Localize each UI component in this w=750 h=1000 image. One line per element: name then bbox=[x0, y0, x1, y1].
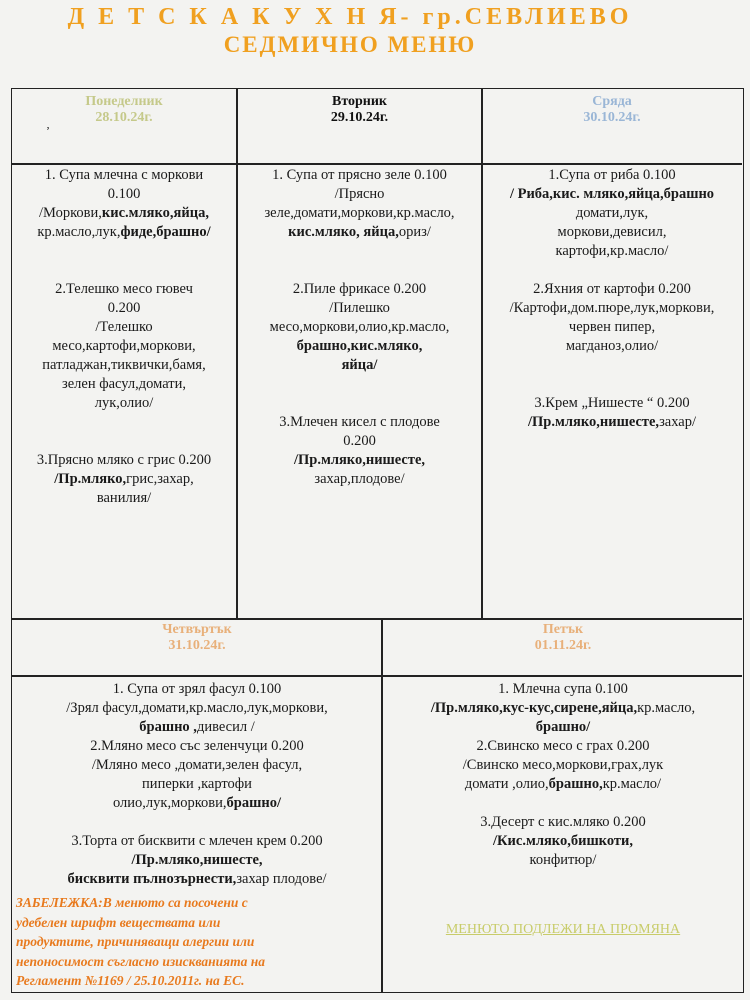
note-line: продуктите, причиняващи алергии или bbox=[16, 934, 255, 949]
ingredient-text: захар плодове/ bbox=[236, 871, 327, 887]
day-name: Вторник bbox=[331, 94, 387, 109]
dish-line bbox=[382, 832, 744, 851]
allergen-text: брашно/ bbox=[535, 719, 591, 735]
dish-line bbox=[237, 337, 482, 356]
dish-line: захар,плодове/ bbox=[314, 471, 405, 487]
day-date: 31.10.24г. bbox=[168, 638, 226, 653]
dish-line: месо,моркови,олио,кр.масло, bbox=[269, 319, 450, 335]
ingredient-text: захар/ bbox=[659, 414, 696, 430]
dish-line: пиперки ,картофи bbox=[142, 776, 252, 792]
dish-line: 3.Млечен кисел с плодове bbox=[279, 414, 440, 430]
dish-line: месо,картофи,моркови, bbox=[52, 338, 196, 354]
allergen-text: яйца/ bbox=[341, 357, 378, 373]
dish-line: 3.Крем „Нишесте “ 0.200 bbox=[534, 395, 690, 411]
ingredient-text: ориз/ bbox=[398, 224, 431, 240]
dish-line: 2.Свинско месо с грах 0.200 bbox=[476, 738, 650, 754]
dish-line: 0.200 bbox=[107, 300, 141, 316]
weekly-menu-title: СЕДМИЧНО МЕНЮ bbox=[223, 32, 477, 57]
dish-line bbox=[237, 223, 482, 242]
dish-line: /Картофи,дом.пюре,лук,моркови, bbox=[509, 300, 715, 316]
ingredient-text: олио,лук,моркови, bbox=[112, 795, 227, 811]
allergen-text: /Пр.мляко,нишесте, bbox=[131, 852, 263, 868]
allergen-text: брашно, bbox=[548, 776, 603, 792]
dish-line: домати,лук, bbox=[575, 205, 649, 221]
day-header-wednesday bbox=[482, 94, 742, 126]
day-date: 29.10.24г. bbox=[330, 110, 389, 125]
dish-line: конфитюр/ bbox=[529, 852, 597, 868]
dish-line: 2.Телешко месо гювеч bbox=[55, 281, 193, 297]
dish-line bbox=[12, 718, 382, 737]
dish-line: /Зрял фасул,домати,кр.масло,лук,моркови, bbox=[66, 700, 328, 716]
allergen-text: кис.мляко, яйца, bbox=[288, 224, 399, 240]
menu-cell-friday bbox=[382, 680, 744, 870]
ingredient-text: домати ,олио, bbox=[464, 776, 549, 792]
day-header-thursday bbox=[12, 622, 382, 654]
dish-line bbox=[12, 851, 382, 870]
dish-line bbox=[382, 718, 744, 737]
allergen-text: кис.мляко,яйца, bbox=[101, 205, 209, 221]
dish-line: ванилия/ bbox=[96, 490, 152, 506]
dish-line bbox=[382, 775, 744, 794]
dish-line: 1.Супа от риба 0.100 bbox=[548, 167, 676, 183]
note-line: ЗАБЕЛЕЖКА:В менюто са посочени с bbox=[16, 895, 248, 910]
dish-line: 3.Торта от бисквити с млечен крем 0.200 bbox=[71, 833, 323, 849]
row-divider-middle bbox=[12, 618, 742, 620]
allergen-text: /Пр.мляко,кус-кус,сирене,яйца, bbox=[430, 700, 638, 716]
dish-line bbox=[14, 223, 234, 242]
allergen-text: брашно , bbox=[139, 719, 197, 735]
day-date: 28.10.24г. bbox=[95, 110, 153, 125]
dish-line: зеле,домати,моркови,кр.масло, bbox=[264, 205, 455, 221]
dish-line: 0.100 bbox=[107, 186, 141, 202]
dish-line: 0.200 bbox=[343, 433, 376, 449]
day-header-monday bbox=[12, 94, 236, 126]
ingredient-text: грис,захар, bbox=[126, 471, 194, 487]
dish-line: 1. Супа от прясно зеле 0.100 bbox=[272, 167, 447, 183]
note-line: непоносимост съгласно изискванията на bbox=[16, 953, 266, 969]
ingredient-text: кр.масло, bbox=[637, 700, 696, 716]
day-name: Четвъртък bbox=[162, 622, 232, 637]
dish-line: патладжан,тиквички,бамя, bbox=[42, 357, 206, 373]
day-date: 01.11.24г. bbox=[534, 638, 592, 653]
dish-line: 2.Пиле фрикасе 0.200 bbox=[292, 281, 427, 297]
menu-cell-thursday bbox=[12, 680, 382, 889]
ingredient-text: /Моркови, bbox=[39, 205, 102, 221]
dish-line bbox=[14, 470, 234, 489]
allergen-text: /Пр.мляко, bbox=[54, 471, 127, 487]
menu-cell-monday bbox=[14, 166, 234, 508]
ingredient-text: кр.масло,лук, bbox=[37, 224, 121, 240]
day-header-tuesday bbox=[237, 94, 482, 126]
dish-line: /Прясно bbox=[334, 186, 385, 202]
dish-line: /Свинско месо,моркови,грах,лук bbox=[462, 757, 664, 773]
ingredient-text: кр.масло/ bbox=[602, 776, 662, 792]
allergen-text: брашно/ bbox=[226, 795, 281, 811]
dish-line: /Пилешко bbox=[329, 300, 390, 316]
dish-line: 1. Супа млечна с моркови bbox=[44, 167, 204, 183]
dish-line: 3.Десерт с кис.мляко 0.200 bbox=[480, 814, 646, 830]
dish-line bbox=[12, 870, 382, 889]
allergen-text: бисквити пълнозърнести, bbox=[67, 871, 237, 887]
dish-line: 1. Супа от зрял фасул 0.100 bbox=[112, 681, 282, 697]
note-line: удебелен шрифт веществата или bbox=[16, 914, 221, 930]
allergen-text: фиде,брашно/ bbox=[120, 224, 211, 240]
dish-line: картофи,кр.масло/ bbox=[555, 243, 669, 259]
menu-cell-tuesday bbox=[237, 166, 482, 489]
day-name: Петък bbox=[542, 622, 584, 637]
note-line: Регламент №1169 / 25.10.2011г. на ЕС. bbox=[16, 973, 245, 988]
dish-line bbox=[382, 699, 744, 718]
allergen-text: / Риба,кис. мляко,яйца,брашно bbox=[509, 186, 715, 202]
day-date: 30.10.24г. bbox=[583, 110, 641, 125]
allergen-text: /Кис.мляко,бишкоти, bbox=[492, 833, 634, 849]
row-divider-bottom bbox=[12, 675, 742, 677]
dish-line bbox=[482, 185, 742, 204]
ingredient-text: дивесил / bbox=[196, 719, 255, 735]
menu-change-notice: МЕНЮТО ПОДЛЕЖИ НА ПРОМЯНА bbox=[445, 922, 681, 937]
dish-line: 2.Яхния от картофи 0.200 bbox=[533, 281, 691, 297]
dish-line: /Телешко bbox=[95, 319, 153, 335]
day-name: Понеделник bbox=[85, 94, 163, 109]
dish-line bbox=[482, 413, 742, 432]
day-header-friday bbox=[382, 622, 744, 654]
row-divider-top bbox=[12, 163, 742, 165]
dish-line bbox=[14, 204, 234, 223]
allergen-text: брашно,кис.мляко, bbox=[296, 338, 423, 354]
menu-cell-wednesday bbox=[482, 166, 742, 432]
dish-line bbox=[12, 794, 382, 813]
dish-line: лук,олио/ bbox=[94, 395, 154, 411]
dish-line: 1. Млечна супа 0.100 bbox=[498, 681, 628, 697]
pen-mark: ʼ bbox=[46, 124, 50, 138]
dish-line: 3.Прясно мляко с грис 0.200 bbox=[36, 452, 212, 468]
kitchen-title: Д Е Т С К А К У Х Н Я- гр.СЕВЛИЕВО bbox=[67, 4, 633, 30]
allergen-note bbox=[16, 893, 346, 991]
allergen-text: /Пр.мляко,нишесте, bbox=[527, 414, 660, 430]
dish-line bbox=[237, 356, 482, 375]
allergen-text: /Пр.мляко,нишесте, bbox=[293, 452, 426, 468]
dish-line bbox=[237, 451, 482, 470]
day-name: Сряда bbox=[592, 94, 632, 109]
dish-line: 2.Мляно месо със зеленчуци 0.200 bbox=[90, 738, 304, 754]
dish-line: моркови,девисил, bbox=[557, 224, 667, 240]
dish-line: зелен фасул,домати, bbox=[62, 376, 186, 392]
dish-line: /Мляно месо ,домати,зелен фасул, bbox=[91, 757, 303, 773]
dish-line: магданоз,олио/ bbox=[565, 338, 659, 354]
dish-line: червен пипер, bbox=[568, 319, 656, 335]
